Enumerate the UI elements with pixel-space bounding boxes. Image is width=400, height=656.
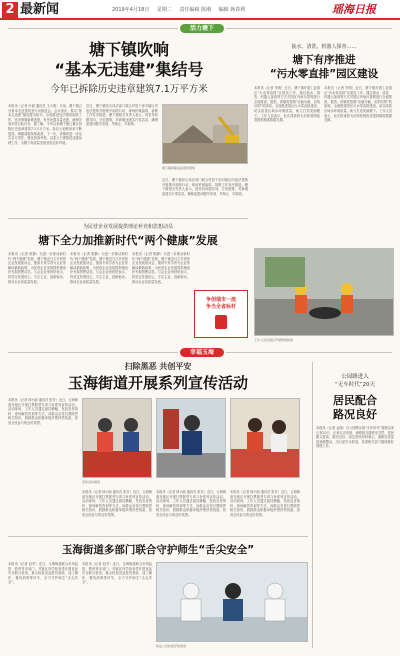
police-photo-icon xyxy=(157,399,226,478)
article-5-title-line2: 路况良好 xyxy=(333,408,377,421)
article-1-caption: 塘下镇拆除违法建筑现场 xyxy=(162,166,196,170)
article-1-subtitle: 今年已拆除历史违章建筑7.1万平方米 xyxy=(50,84,208,95)
article-4-kicker: 扫除黑恶 共创平安 xyxy=(124,362,192,371)
article-6-body-col2: 本报讯（记者 赵华）近日，玉海街道联合市场监管、教育等多部门，对辖区内学校食堂开展食品安全联合检查，重点检查食品进货查验、加工操作、餐具消毒等环节，全力守护师生“舌尖安全”。 xyxy=(82,562,152,585)
outreach-photo-icon xyxy=(83,399,152,478)
article-6-title: 玉海街道多部门联合守护师生“舌尖安全” xyxy=(61,544,255,556)
article-4-body-col1: 本报讯（记者 林小丽 通讯员 张芳）近日，玉海街道在辖区开展扫黑除恶专项斗争系列宣传活动。活动现场，工作人员通过悬挂横幅、发放宣传资料、现场解答咨询等方式，向群众宣传扫黑除恶相关知识，鼓励群众积极举报涉黑涉恶线索，营造全民参与的良好氛围。 xyxy=(8,398,78,425)
article-1-title-line1: 塘下镇吹响 xyxy=(88,40,169,59)
section-title: 最新闻 xyxy=(20,2,60,17)
article-4-body-col3: 本报讯（记者 林小丽 通讯员 张芳）近日，玉海街道在辖区开展扫黑除恶专项斗争系列宣传活动。活动现场，工作人员通过悬挂横幅、发放宣传资料、现场解答咨询等方式，向群众宣传扫黑除恶相关知识，鼓励群众积极举报涉黑涉恶线索，营造全民参与的良好氛围。 xyxy=(156,490,226,517)
article-5-kicker-line1: 公园路进入 xyxy=(341,374,369,380)
divider xyxy=(8,536,308,537)
designer-credit: 编辑 蒋春利 xyxy=(218,7,246,13)
article-2-body-col1: 本报讯（记者 李明）近日，塘下镇开展工业园区“污水零直排”区建设工作，通过抽水、清洗、机器人探查等方式对园区内雨污管网进行全面排查。据悉，该镇将按照“应截尽截、应纳尽纳”的原则，全面推进园区污水零直排建设，切实改善区域水环境质量，助力打造美丽塘下。工作人员表示，此次排查将为后续管网改造提供精准数据支撑。 xyxy=(254,86,320,123)
article-4-body-col2: 本报讯（记者 林小丽 通讯员 张芳）近日，玉海街道在辖区开展扫黑除恶专项斗争系列宣传活动。活动现场，工作人员通过悬挂横幅、发放宣传资料、现场解答咨询等方式，向群众宣传扫黑除恶相关知识，鼓励群众积极举报涉黑涉恶线索，营造全民参与的良好氛围。 xyxy=(82,490,152,517)
divider xyxy=(8,28,178,29)
article-2-title-line2: “污水零直排”园区建设 xyxy=(269,68,379,80)
article-2-kicker: 抽水、清洗、机器人探查…… xyxy=(291,44,357,50)
tag-bottom-wrap xyxy=(180,348,224,357)
column-divider xyxy=(312,362,313,648)
article-2-title-line1: 塘下有序推进 xyxy=(292,54,356,66)
section-tag-top: 活力塘下 xyxy=(180,24,224,33)
newspaper-logo: 瑶海日报 xyxy=(332,3,376,16)
article-1-photo xyxy=(162,104,248,164)
article-2-photo xyxy=(254,248,394,336)
slogan-line2: 争当全省标杆 xyxy=(205,304,236,310)
article-4-title: 玉海街道开展系列宣传活动 xyxy=(67,374,248,392)
article-4-photo-2 xyxy=(156,398,226,478)
pipeline-inspection-photo-icon xyxy=(255,249,394,336)
article-3-body-col3: 本报讯（记者 陈静）为进一步推动新时代“两个健康”发展，塘下镇近日召开民营企业发展座谈会，邀请专家学者为企业家解读最新政策，为民营企业发展提供理论补充和思想动员。与会企业家纷纷表示，将坚定发展信心，专注主业，创新驱动，推动企业高质量发展。 xyxy=(132,252,190,284)
article-1-title-line2: “基本无违建”集结号 xyxy=(54,60,204,79)
article-1-body-col2: 近日，塘下镇综合执法部门联合村居干部对辖区内违法建筑开展集中拆除行动，现场机械轰鸣，拆除工作有序推进。塘下镇相关负责人表示，将坚持问题导向，分类施策，对新增违建实行零容忍，确保违建问题早发现、早制止、早拆除。 xyxy=(86,104,158,127)
article-5-body: 本报讯（记者 金晓）自公园路实施“无车时代”管理以来已有20天，记者走访发现，该路段交通秩序井然，居民配合度高，路况良好。周边居民纷纷表示，道路变得更加宽敞整洁，出行更安全舒适，希望相关部门继续做好管理工作。 xyxy=(316,426,394,449)
article-5-kicker-line2: “无车时代”20天 xyxy=(334,382,376,388)
article-6-caption: 执法人员检查学校食堂 xyxy=(156,644,187,648)
article-5-title-line1: 居民配合 xyxy=(333,394,377,407)
canteen-inspection-photo-icon xyxy=(157,563,308,642)
issue-date: 2019年4月18日 xyxy=(112,7,150,13)
slogan-line1: 争创瑞市一流 xyxy=(205,297,236,303)
volunteers-photo-icon xyxy=(231,399,300,478)
article-4-photo-1 xyxy=(82,398,152,478)
article-3-title: 塘下全力加推新时代“两个健康”发展 xyxy=(38,234,218,247)
tag-top-wrap xyxy=(180,24,224,33)
divider xyxy=(226,352,392,353)
divider xyxy=(8,218,248,219)
divider xyxy=(226,28,392,29)
article-4-photo-3 xyxy=(230,398,300,478)
article-2-body-col2: 本报讯（记者 李明）近日，塘下镇开展工业园区“污水零直排”区建设工作，通过抽水、清洗、机器人探查等方式对园区内雨污管网进行全面排查。据悉，该镇将按照“应截尽截、应纳尽纳”的原则，全面推进园区污水零直排建设，切实改善区域水环境质量，助力打造美丽塘下。工作人员表示，此次排查将为后续管网改造提供精准数据支撑。 xyxy=(324,86,392,123)
article-4-caption: 宣传活动现场 xyxy=(82,480,101,484)
demolition-photo-icon xyxy=(163,105,248,164)
article-1-body-col3: 近日，塘下镇综合执法部门联合村居干部对辖区内违法建筑开展集中拆除行动，现场机械轰鸣，拆除工作有序推进。塘下镇相关负责人表示，将坚持问题导向，分类施策，对新增违建实行零容忍，确保违建问题早发现、早制止、早拆除。 xyxy=(162,178,248,196)
masthead-meta xyxy=(112,6,245,14)
article-6-body-col1: 本报讯（记者 赵华）近日，玉海街道联合市场监管、教育等多部门，对辖区内学校食堂开展食品安全联合检查，重点检查食品进货查验、加工操作、餐具消毒等环节，全力守护师生“舌尖安全”。 xyxy=(8,562,78,585)
issue-weekday: 星期二 xyxy=(156,7,172,13)
article-3-body-col1: 本报讯（记者 陈静）为进一步推动新时代“两个健康”发展，塘下镇近日召开民营企业发展座谈会，邀请专家学者为企业家解读最新政策，为民营企业发展提供理论补充和思想动员。与会企业家纷纷表示，将坚定发展信心，专注主业，创新驱动，推动企业高质量发展。 xyxy=(8,252,66,284)
article-6-photo xyxy=(156,562,308,642)
page-number: 2 xyxy=(2,2,18,18)
slogan-banner xyxy=(194,290,248,338)
divider xyxy=(8,352,178,353)
raised-fist-icon xyxy=(195,311,247,331)
article-3-body-col2: 本报讯（记者 陈静）为进一步推动新时代“两个健康”发展，塘下镇近日召开民营企业发展座谈会，邀请专家学者为企业家解读最新政策，为民营企业发展提供理论补充和思想动员。与会企业家纷纷表示，将坚定发展信心，专注主业，创新驱动，推动企业高质量发展。 xyxy=(70,252,128,284)
article-1-body-col1: 本报讯（记者 叶丽 通讯员 王小燕）日前，塘下镇召开基本无违建攻坚行动推进会。会议指出，要以“基本无违建”镇创建为抓手，全面推进违法建筑拆除工作，坚决遏制新增违建，有序处置存量违建，确保完成年度目标任务。据了解，今年以来塘下镇已累计拆除历史违章建筑7.1万平方米，拆后土地利用率不断提高，城镇面貌持续改善。下一步，该镇将进一步压实各方责任，强化督查考核，以更大力度推进违建治理工作，为塘下高质量发展营造良好环境。 xyxy=(8,104,82,145)
section-tag-bottom: 幸福玉海 xyxy=(180,348,224,357)
article-2-caption: 工作人员在园区开展管网排查 xyxy=(254,338,294,342)
article-4-body-col4: 本报讯（记者 林小丽 通讯员 张芳）近日，玉海街道在辖区开展扫黑除恶专项斗争系列宣传活动。活动现场，工作人员通过悬挂横幅、发放宣传资料、现场解答咨询等方式，向群众宣传扫黑除恶相关知识，鼓励群众积极举报涉黑涉恶线索，营造全民参与的良好氛围。 xyxy=(230,490,300,517)
editor-credit: 责任编辑 陈刚 xyxy=(179,7,212,13)
article-3-kicker: 为民营企业发展提供理论补充和思想动员 xyxy=(82,224,173,230)
